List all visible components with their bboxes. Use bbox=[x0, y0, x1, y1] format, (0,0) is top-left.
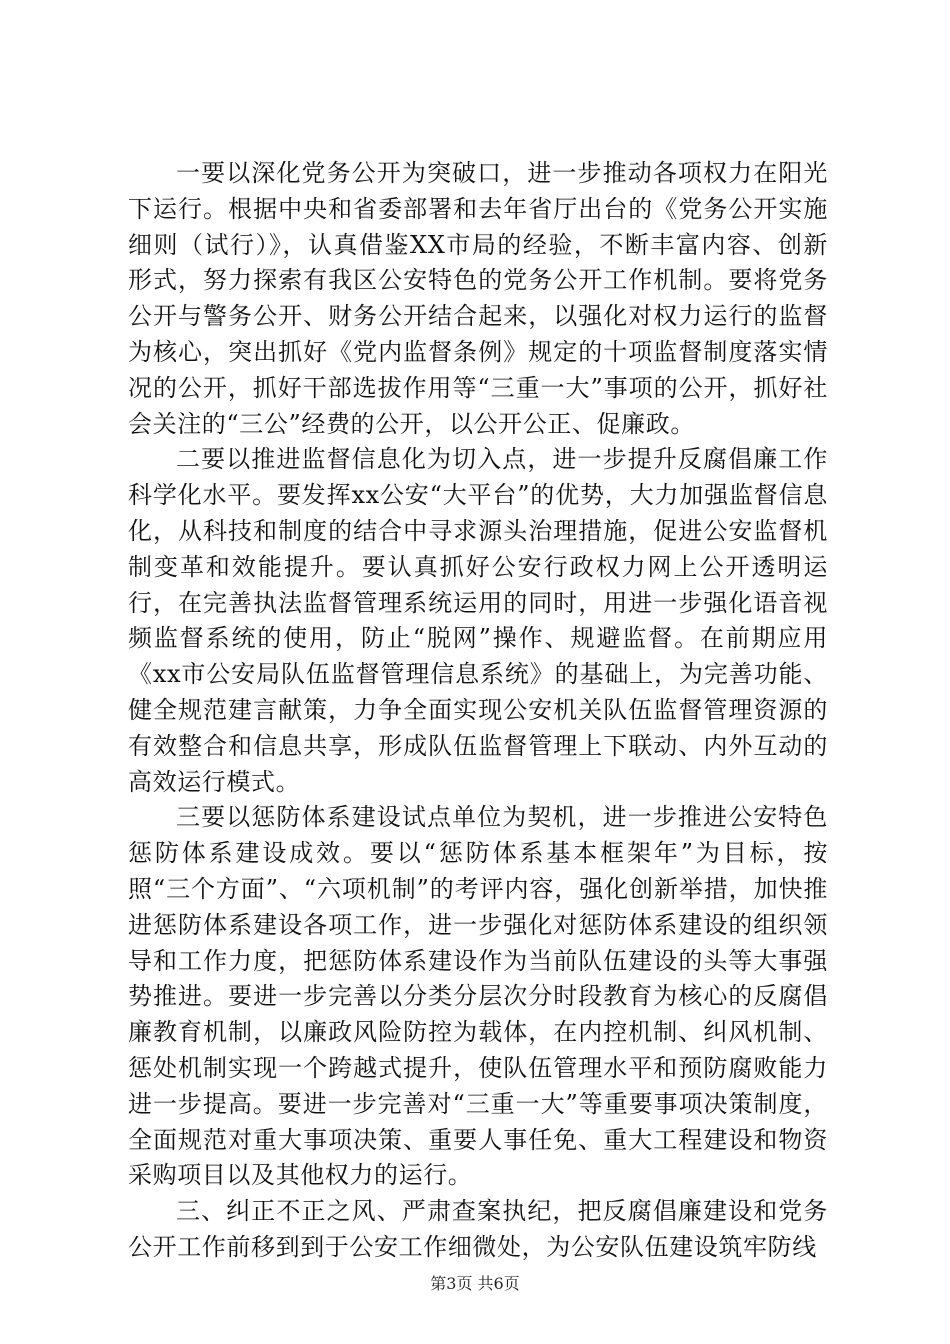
paragraph-2: 二要以推进监督信息化为切入点，进一步提升反腐倡廉工作科学化水平。要发挥xx公安“大平台”的优势，大力加强监督信息化，从科技和制度的结合中寻求源头治理措施，促进公安监督机制变革和效能提升。要认真抓好公安行政权力网上公开透明运行，在完善执法监督管理系统运用的同时，用进一步强化语音视频监督系统的使用，防止“脱网”操作、规避监督。在前期应用《xx市公安局队伍监督管理信息系统》的基础上，为完善功能、健全规范建言献策，力争全面实现公安机关队伍监督管理资源的有效整合和信息共享，形成队伍监督管理上下联动、内外互动的高效运行模式。 bbox=[128, 445, 828, 796]
section-heading-paragraph: 三、纠正不正之风、严肃查案执纪，把反腐倡廉建设和党务公开工作前移到到于公安工作细微处，为公安队伍建设筑牢防线 bbox=[128, 1197, 828, 1261]
paragraph-3: 三要以惩防体系建设试点单位为契机，进一步推进公安特色惩防体系建设成效。要以“惩防体系基本框架年”为目标，按照“三个方面”、“六项机制”的考评内容，强化创新举措，加快推进惩防体系建设各项工作，进一步强化对惩防体系建设的组织领导和工作力度，把惩防体系建设作为当前队伍建设的头等大事强势推进。要进一步完善以分类分层次分时段教育为核心的反腐倡廉教育机制，以廉政风险防控为载体，在内控机制、纠风机制、惩处机制实现一个跨越式提升，使队伍管理水平和预防腐败能力进一步提高。要进一步完善对“三重一大”等重要事项决策制度，全面规范对重大事项决策、重要人事任免、重大工程建设和物资采购项目以及其他权力的运行。 bbox=[128, 803, 828, 1190]
paragraph-1: 一要以深化党务公开为突破口，进一步推动各项权力在阳光下运行。根据中央和省委部署和去年省厅出台的《党务公开实施细则（试行）》，认真借鉴XX市局的经验，不断丰富内容、创新形式，努力探索有我区公安特色的党务公开工作机制。要将党务公开与警务公开、财务公开结合起来，以强化对权力运行的监督为核心，突出抓好《党内监督条例》规定的十项监督制度落实情况的公开，抓好干部选拔作用等“三重一大”事项的公开，抓好社会关注的“三公”经费的公开，以公开公正、促廉政。 bbox=[128, 159, 828, 438]
page-number-footer: 第3页 共6页 bbox=[430, 1274, 520, 1293]
document-body bbox=[128, 156, 828, 1266]
